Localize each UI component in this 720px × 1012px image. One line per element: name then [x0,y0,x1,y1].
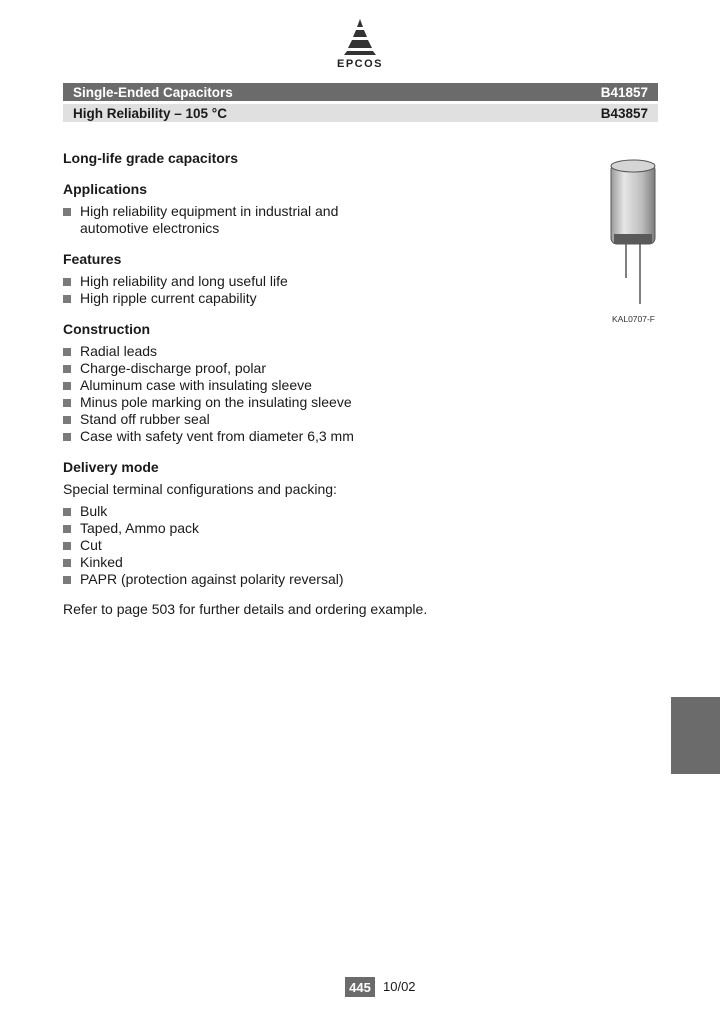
list-item: Stand off rubber seal [63,411,563,428]
delivery-heading: Delivery mode [63,459,159,475]
list-item: Cut [63,537,563,554]
features-list [63,273,563,307]
page-title: Long-life grade capacitors [63,150,239,166]
list-item: Kinked [63,554,563,571]
page-number: 445 [345,977,375,997]
epcos-logo [328,18,392,72]
delivery-list [63,503,563,588]
list-item: Taped, Ammo pack [63,520,563,537]
refer-note: Refer to page 503 for further details and ordering example. [63,601,428,617]
list-item: High ripple current capability [63,290,563,307]
product-code-2: B43857 [600,105,648,121]
list-item: Case with safety vent from diameter 6,3 mm [63,428,563,445]
product-family-title: Single-Ended Capacitors [73,84,233,100]
capacitor-illustration [605,158,661,308]
epcos-triangle-icon [342,18,378,56]
logo-text: EPCOS [336,58,383,70]
list-item: High reliability and long useful life [63,273,563,290]
list-item: Aluminum case with insulating sleeve [63,377,563,394]
section-side-tab [671,697,720,774]
list-item: Charge-discharge proof, polar [63,360,563,377]
construction-heading: Construction [63,321,151,337]
features-heading: Features [63,251,122,267]
list-item: High reliability equipment in industrial and automotive electronics [63,203,370,237]
list-item: PAPR (protection against polarity reversal) [63,571,563,588]
list-item: Bulk [63,503,563,520]
delivery-intro: Special terminal configurations and packing: [63,481,337,497]
main-content [63,150,563,618]
header-bar-product-series [63,104,658,122]
construction-list [63,343,563,445]
applications-heading: Applications [63,181,148,197]
list-item: Minus pole marking on the insulating sleeve [63,394,563,411]
applications-list [63,203,563,237]
header-bar-product-family [63,83,658,101]
issue-date: 10/02 [383,979,416,994]
product-code-1: B41857 [600,84,648,100]
figure-caption: KAL0707-F [612,314,655,324]
product-series-title: High Reliability – 105 °C [73,105,227,121]
list-item: Radial leads [63,343,563,360]
